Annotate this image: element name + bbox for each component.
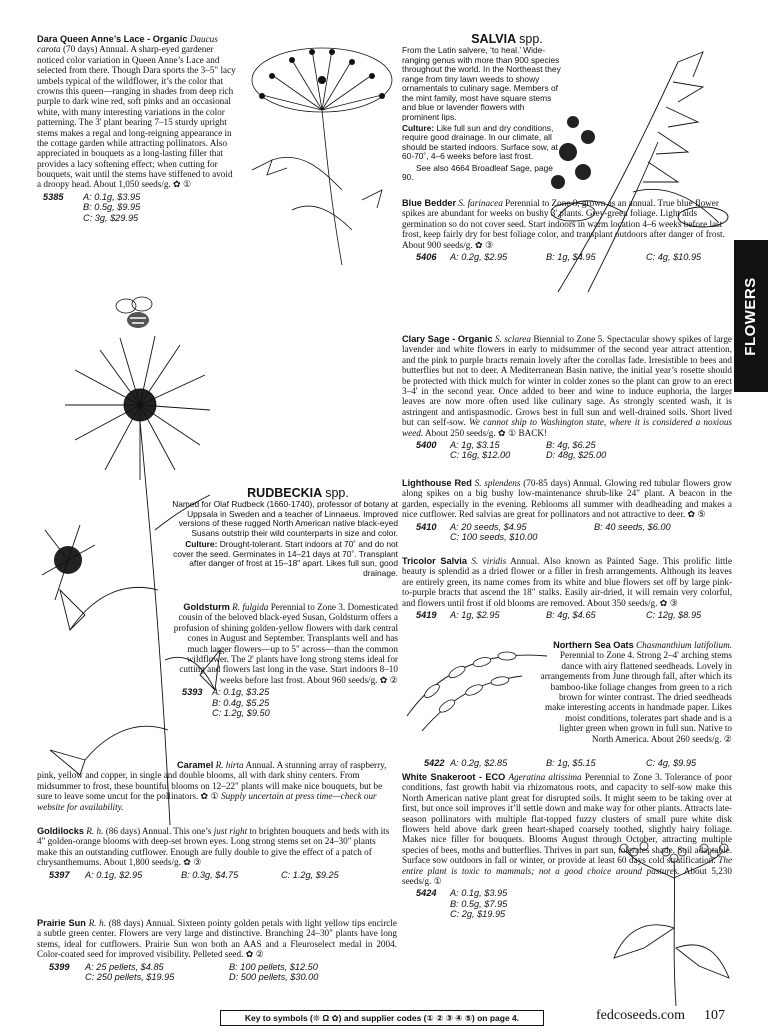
white-snakeroot-name: White Snakeroot - ECO: [402, 772, 506, 782]
goldilocks-prices: [37, 870, 397, 880]
price-option: C: 2g, $19.95: [450, 909, 506, 920]
white-snakeroot-note: The entire plant is toxic to mammals; not a good choice around pastures.: [402, 855, 733, 876]
price-option: A: 0.1g, $3.25: [212, 687, 270, 698]
price-option: A: 20 seeds, $4.95: [450, 521, 527, 532]
tricolor-salvia-entry: [402, 556, 732, 620]
white-snakeroot-seed-count: About 5,230 seeds/g. ①: [402, 865, 732, 886]
lighthouse-red-text: (70-85 days) Annual. Glowing red tubular flowers grow along spikes on a big bushy low-maintenance shrub-like 24" plant. A beacon in the garden, especially in the evening. Reblooms all summer with deadheading and makes a nice cutflower. Red salvias are great for pollinators and not attractive to deer. ✿ ⑤: [402, 478, 733, 520]
tricolor-salvia-name: Tricolor Salvia: [402, 556, 467, 566]
website-url[interactable]: fedcoseeds.com: [596, 1008, 686, 1023]
salvia-see-also: See also 4664 Broadleaf Sage, page 90.: [402, 162, 553, 183]
culture-label: Culture:: [402, 123, 435, 133]
goldilocks-latin: R. h.: [86, 826, 104, 836]
sku-number: 5410: [416, 521, 437, 532]
sku-number: 5419: [416, 609, 437, 620]
section-title: RUDBECKIA: [247, 486, 322, 500]
price-option: C: 1.2g, $9.25: [281, 869, 339, 880]
price-option: C: 3g, $29.95: [83, 212, 139, 223]
sea-oats-illustration: [402, 636, 552, 746]
caramel-description: [37, 760, 397, 812]
northern-sea-oats-prices: [402, 758, 732, 768]
prairie-sun-text: (88 days) Annual. Sixteen pointy golden petals with light yellow tips encircle a subtle green center. Flowers are very large and distinctive. Branching 24–30" plants have long stems, ideal for cutflowers. Prairie Sun won both an AAS and a Fleuroselect medal in 2004. Color-coated seed for improved visibility. Pelleted seed. ✿ ②: [37, 918, 397, 960]
lighthouse-red-prices: [402, 522, 732, 543]
sku-number: 5424: [416, 888, 437, 899]
section-spp: spp.: [325, 486, 349, 500]
salvia-intro: From the Latin salvere, ‘to heal.’ Wide-ranging genus with more than 900 species throughout the world. In the Northeast they range from tiny lawn weeds to showy ornamentals to culinary sage. Members of the mint family, most have square stems and blue or lavender flowers with prominent lips.: [402, 45, 561, 122]
section-title: SALVIA: [471, 32, 516, 46]
price-option: A: 0.1g, $3.95: [450, 888, 508, 899]
salvia-heading: [452, 32, 562, 46]
price-option: A: 1g, $3.15: [450, 439, 500, 450]
clary-sage-seed-count: About 250 seeds/g. ✿ ① BACK!: [424, 427, 548, 438]
goldsturm-description: [168, 602, 398, 685]
queen-annes-lace-name: Dara Queen Anne’s Lace - Organic: [37, 34, 188, 44]
price-option: D: 48g, $25.00: [546, 450, 607, 461]
caramel-name: Caramel: [177, 760, 214, 770]
price-option: B: 0.5g, $7.95: [450, 898, 508, 909]
flowers-section-tab: [734, 240, 768, 392]
sku-number: 5422: [424, 758, 445, 768]
blue-bedder-name: Blue Bedder: [402, 198, 457, 208]
salvia-section: [402, 32, 562, 185]
caramel-latin: R. hirta: [215, 760, 244, 770]
sku-number: 5385: [43, 191, 64, 202]
rudbeckia-section: [168, 486, 398, 580]
price-option: A: 0.2g, $2.95: [450, 251, 508, 262]
white-snakeroot-latin: Ageratina altissima: [508, 772, 582, 782]
price-option: C: 4g, $9.95: [646, 758, 697, 768]
salvia-culture: [402, 124, 562, 162]
goldilocks-text: (86 days) Annual. This one’s: [105, 826, 212, 836]
side-tab-label: FLOWERS: [741, 276, 759, 356]
white-snakeroot-prices: [402, 888, 732, 919]
culture-text: Like full sun and dry conditions, require good drainage. In our climate, all should be started indoors. Surface sow, at 60-70˚, 4–6 weeks before last frost.: [402, 123, 558, 162]
tricolor-salvia-latin: S. viridis: [471, 556, 507, 566]
prairie-sun-name: Prairie Sun: [37, 918, 86, 928]
price-option: B: 1g, $4.95: [546, 251, 596, 262]
prairie-sun-latin: R. h.: [88, 918, 107, 928]
price-option: B: 0.3g, $4.75: [181, 869, 239, 880]
blue-bedder-entry: [402, 198, 732, 262]
clary-sage-name: Clary Sage - Organic: [402, 334, 493, 344]
goldilocks-description: [37, 826, 397, 868]
white-snakeroot-entry: [402, 772, 732, 919]
price-option: A: 0.1g, $3.95: [83, 191, 141, 202]
culture-text: Drought-tolerant. Start indoors at 70˚ and do not cover the seed. Germinates in 14–21 days at 70˚. Transplant after danger of frost at 15–18" apart. Likes full sun, good drainage.: [173, 539, 398, 578]
goldsturm-text: Perennial to Zone 3. Domesticated cousin of the beloved black-eyed Susan, Goldsturm offers a profusion of shining golden-yellow flowers with dark central cones in August and September. Transplants well and has much larger flowers—up to 5" across—than the common wildflower. The 2' plants have long strong stems ideal for cutting and flowers last long in the vase. Start indoors 8–10 weeks before last frost. About 960 seeds/g. ✿ ②: [173, 602, 398, 685]
queen-annes-lace-illustration: [232, 40, 402, 270]
price-option: B: 100 pellets, $12.50: [229, 961, 318, 972]
price-option: B: 0.5g, $9.95: [83, 202, 141, 213]
northern-sea-oats-text: Perennial to Zone 4. Strong 2–4' arching stems dance with airy flattened seedheads. Lovely in arrangements from June through fall, after which its bamboo-like foliage changes from green to a rich brown for winter contrast. The dried seedheads make interesting accents in handmade paper. Likes moist conditions, tolerates part shade and is a lighter green when grown in full sun. Native to North America. About 260 seeds/g. ②: [540, 650, 732, 744]
queen-annes-lace-description: [37, 34, 237, 190]
price-option: B: 4g, $6.25: [546, 439, 596, 450]
price-option: C: 4g, $10.95: [646, 251, 702, 262]
goldsturm-prices: [182, 687, 398, 718]
clary-sage-description: [402, 334, 732, 438]
tricolor-salvia-prices: [402, 610, 732, 620]
goldilocks-text: to brighten bouquets and beds with its 4" golden-orange blooms with deep-set brown eyes. Long strong stems set on 24–30" plants make this an outstanding cutflower. Enough are fully double to give the effect of a patch of chrysanthemums. About 1,800 seeds/g. ✿ ③: [37, 826, 390, 868]
lighthouse-red-latin: S. splendens: [474, 478, 521, 488]
clary-sage-note: We cannot ship to Washington state, where it is considered a noxious weed.: [402, 417, 732, 438]
queen-annes-lace-prices: [37, 192, 237, 223]
blue-bedder-description: [402, 198, 732, 250]
lighthouse-red-description: [402, 478, 732, 520]
lighthouse-red-entry: [402, 478, 732, 542]
goldilocks-name: Goldilocks: [37, 826, 84, 836]
goldsturm-entry: [168, 602, 398, 718]
blue-bedder-prices: [402, 252, 732, 262]
rudbeckia-illustration: [40, 330, 225, 830]
price-option: A: 1g, $2.95: [450, 609, 500, 620]
white-snakeroot-description: [402, 772, 732, 886]
price-option: C: 12g, $8.95: [646, 609, 702, 620]
prairie-sun-description: [37, 918, 397, 960]
tricolor-salvia-text: Annual. Also known as Painted Sage. This prolific little beauty is splendid as a dried flower or a filler in fresh arrangements. Although its leaves are entirely green, its name comes from its white and blue flowers set off by large pink-to-purple bracts that ascend the 18" stalks. Easily air-dried, it will remain very colorful, and flowers until frost if old blooms are removed. About 350 seeds/g. ✿ ③: [402, 556, 733, 608]
northern-sea-oats-entry: [540, 640, 732, 746]
price-option: B: 40 seeds, $6.00: [594, 521, 671, 532]
caramel-note: Supply uncertain at press time—check our website for availability.: [37, 791, 377, 812]
sku-number: 5397: [49, 869, 70, 880]
queen-annes-lace-latin: Daucus carota: [37, 34, 218, 55]
caramel-entry: [37, 760, 397, 814]
price-option: A: 0.2g, $2.85: [450, 758, 508, 768]
culture-label: Culture:: [185, 539, 218, 550]
tricolor-salvia-description: [402, 556, 732, 608]
sku-number: 5406: [416, 251, 437, 262]
price-option: B: 4g, $4.65: [546, 609, 596, 620]
northern-sea-oats-name: Northern Sea Oats: [553, 640, 634, 650]
rudbeckia-intro: Named for Olaf Rudbeck (1660-1740), professor of botany at Uppsala in Sweden and a teacher of Linnaeus. Improved versions of these rugged North American native black-eyed Susans outstrip their wild counterparts in size and color.: [172, 499, 398, 538]
price-option: C: 100 seeds, $10.00: [450, 531, 538, 542]
goldsturm-latin: R. fulgida: [232, 602, 269, 612]
queen-annes-lace-entry: [37, 34, 237, 223]
prairie-sun-prices: [37, 962, 397, 983]
page-number: 107: [704, 1008, 725, 1023]
price-option: B: 0.4g, $5.25: [212, 697, 270, 708]
sku-number: 5393: [182, 687, 203, 698]
northern-sea-oats-description: [540, 640, 732, 744]
sku-number: 5400: [416, 439, 437, 450]
clary-sage-prices: [402, 440, 732, 461]
rudbeckia-heading: [198, 486, 398, 500]
rudbeckia-culture: [168, 540, 398, 578]
section-spp: spp.: [519, 32, 543, 46]
goldilocks-emphasis: just right: [213, 826, 248, 836]
price-option: C: 1.2g, $9.50: [212, 707, 270, 718]
clary-sage-entry: [402, 334, 732, 461]
price-option: D: 500 pellets, $30.00: [229, 971, 319, 982]
clary-sage-latin: S. sclarea: [494, 334, 531, 344]
white-snakeroot-text: Perennial to Zone 3. Tolerance of poor conditions, fast growth habit via rhizomatous roots, and capacity to self-sow make this North American native plant great for disrupted soils. It might seem to be taking over at first, but once soil improves it’ll settle down and make way for other plants. Attracts late-season pollinators with multiple flat-topped fuzzy clusters of small pure white disk flowers held above dark green heart-shaped coarsely toothed, slightly hairy foliage. Makes nice filler for bouquets. Blooms August through October, attracting multiple species of bees, moths and butterflies. Thrives in part sun, tolerates shade. Soil adaptable. Surface sow outdoors in fall or winter, or provide at least 60 days cold stratification.: [402, 772, 733, 866]
prairie-sun-entry: [37, 918, 397, 982]
blue-bedder-text: Perennial to Zone 8, grown as an annual. True blue flower spikes are abundant for weeks on bushy 3' plants. Grey-green foliage. Light aids germination so do not cover seed. Start indoors in warm location 4–6 weeks before last frost, keep fairly dry for best foliage color, and transplant outdoors after danger of frost. About 900 seeds/g. ✿ ③: [402, 198, 725, 250]
queen-annes-lace-text: (70 days) Annual. A sharp-eyed gardener noticed color variation in Queen Anne’s Lace and selected from there. Though Dara sports the 3–5" lacy umbels typical of the wildflower, it’s the color that crowns this queen—ranging in shades from deep rich purple to dark wine red, soft pinks and an occasional white, with many interesting variations in the color patterning. The 3' plant bearing 7–15 sturdy upright stems makes a regal and long-reigning appearance in the cottage garden while attracting pollinators. Also appreciated in bouquets as a long-lasting filler that provides a lacy softening effect; when cutting for bouquets, wait until the stems have stiffened to avoid a droopy head. About 1,050 seeds/g. ✿ ①: [37, 44, 236, 190]
blue-bedder-latin: S. farinacea: [458, 198, 503, 208]
price-option: C: 250 pellets, $19.95: [85, 971, 175, 982]
goldsturm-name: Goldsturm: [183, 602, 230, 612]
northern-sea-oats-latin: Chasmanthium latifolium.: [636, 640, 732, 650]
price-option: C: 16g, $12.00: [450, 450, 511, 461]
price-option: A: 0.1g, $2.95: [85, 869, 143, 880]
price-option: A: 25 pellets, $4.85: [85, 961, 164, 972]
sku-number: 5399: [49, 961, 70, 972]
caramel-text: Annual. A stunning array of raspberry, pink, yellow and copper, in single and double blooms, all with dark shiny centers. From midsummer to frost, these bountiful blooms on 12–22" plants will make nice bouquets, but be sure to leave some uncut for the pollinators. ✿ ①: [37, 760, 387, 802]
clary-sage-text: Biennial to Zone 5. Spectacular showy spikes of large lavender and white flowers in early to midsummer of the second year attract attention, and the pink to purple bracts remain lovely after the corollas fade. Irresistible to bees and butterflies but not to deer. A Mediterranean Basin native, the initial year’s rosette should be protected with thick mulch for winter in colder zones so the plant can grow to an erect 3–4' in the second year. Once added to beer and wine to induce euphoria, the larger leaves are now more often used like culinary sage. As strongly scented wash, it is astringent and antispasmodic. Grows best in full sun and well-drained soils. Short lived but can self-sow.: [402, 334, 732, 428]
price-option: B: 1g, $5.15: [546, 758, 596, 768]
symbol-key-note: Key to symbols (❊ Ω ✿) and supplier codes (① ② ③ ④ ⑤) on page 4.: [220, 1010, 544, 1026]
goldilocks-entry: [37, 826, 397, 880]
lighthouse-red-name: Lighthouse Red: [402, 478, 472, 488]
